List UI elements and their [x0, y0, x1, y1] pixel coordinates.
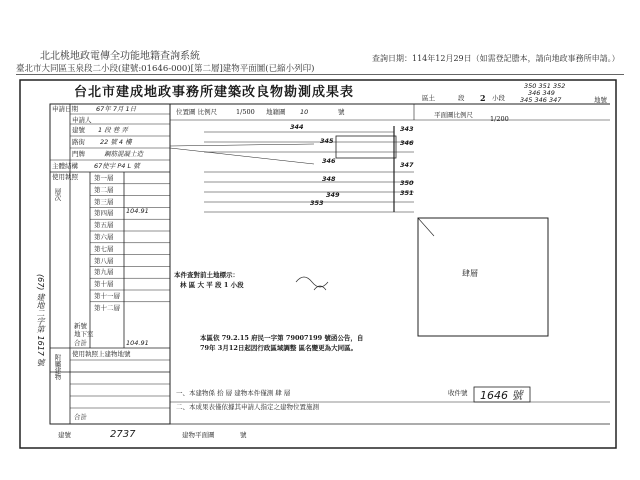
floors-label: 層次: [53, 188, 62, 201]
floor-row-label: 第十一層: [94, 292, 120, 300]
stamp-value: 1646 號: [480, 389, 523, 402]
plan-scale: 1/200: [490, 115, 509, 123]
new-lot-label: 新號: [74, 322, 87, 330]
floor-row-label: 第十二層: [94, 303, 120, 312]
total-value: 104.91: [126, 339, 149, 347]
total-label: 合計: [74, 339, 87, 347]
applicant-number: (67) 建地二字第 1617 號: [36, 274, 45, 367]
floor-row-label: 第三層: [94, 197, 114, 206]
location-scale: 1/500: [236, 108, 255, 116]
district-label: 區土: [422, 94, 435, 102]
lot-number-label: 349: [326, 191, 340, 199]
location-map-label: 地籍圖: [266, 108, 286, 116]
floor-row-label: 第一層: [94, 174, 114, 182]
lot-number-label: 347: [400, 161, 414, 169]
use-value: 67使字 P4 L 號: [94, 162, 140, 170]
lot-number-label: 343: [400, 125, 414, 133]
lot-number-label: 350: [400, 179, 414, 187]
lot-number-label: 351: [400, 189, 414, 197]
floor-row-label: 第八層: [94, 256, 114, 265]
plan-scale-label: 平面圖比例尺: [434, 111, 473, 119]
attached-label: 附屬建物: [53, 354, 62, 380]
header-divider: [16, 74, 624, 75]
section-label: 段: [458, 94, 465, 102]
bottom-plan-label: 建物平面圖: [182, 431, 215, 439]
query-description: 臺北市大同區玉泉段二小段(建號:01646-000)[第二層]建物平面圖(已縮小列印): [16, 64, 315, 74]
location-label: 位置圖 比例尺: [176, 108, 218, 116]
subsection-number: 2: [480, 93, 486, 103]
lot-number-label: 345: [320, 137, 334, 145]
land-note-body: 林 區 大 平 段 1 小段: [180, 281, 244, 289]
lot-numbers-bottom: 345 346 347: [520, 96, 562, 104]
floor-row-label: 第六層: [94, 233, 114, 241]
plan-floor-label: 肆層: [462, 269, 478, 278]
query-date: 查詢日期：114年12月29日（如需登記謄本，請向地政事務所申請。）: [372, 54, 620, 63]
land-note-title: 本件查對前土地標示：: [174, 271, 239, 279]
floor-row-label: 第九層: [94, 268, 114, 277]
lot-suffix: 地號: [594, 96, 607, 104]
road-value: 1 段 巷 弄: [98, 126, 128, 134]
lot-number-label: 353: [310, 199, 324, 207]
form-title: 台北市建成地政事務所建築改良物勘測成果表: [74, 85, 355, 100]
note-main: 本區依 79.2.15 府民一字第 79007199 號函公告，自79年 3月12日起因行政區域調整 區名變更為大同區。: [200, 334, 364, 352]
structure-label: 主體結構: [52, 162, 78, 170]
road-label: 路街: [72, 138, 85, 146]
applicant-label: 申請人: [72, 116, 92, 124]
attached-total-label: 合計: [74, 413, 87, 421]
floor-row-label: 第五層: [94, 221, 114, 230]
floor-row-label: 第七層: [94, 244, 114, 253]
door-label: 門牌: [72, 150, 85, 158]
floor-row-label: 第二層: [94, 185, 114, 194]
bottom-lot: 2737: [110, 429, 136, 440]
lot-numbers-mid: 346 349: [528, 89, 555, 97]
adjacent-label: 使用執照上建物地號: [72, 350, 131, 358]
survey-sheet: [14, 78, 626, 454]
door-value: 22 號 4 樓: [100, 138, 132, 146]
note-1: 一、本建物係 拾 層 建物本件僅測 肆 層: [176, 389, 291, 397]
location-map-no: 10: [300, 108, 309, 116]
lot-numbers-top: 350 351 352: [524, 82, 566, 90]
area-value: 104.91: [126, 207, 149, 215]
lot-label: 建號: [72, 126, 85, 134]
lot-number-label: 348: [322, 175, 336, 183]
note-2: 二、本成果表僅依據其申請人指定之建物位置施測: [176, 403, 319, 411]
location-map-suffix: 號: [338, 108, 345, 116]
apply-date-label: 申請日期: [52, 105, 78, 113]
bottom-lot-label: 建號: [58, 431, 71, 439]
lot-number-label: 346: [322, 157, 336, 165]
system-title: 北北桃地政電傳全功能地籍查詢系統: [40, 51, 200, 62]
floor-row-label: 第十層: [94, 280, 114, 289]
structure-value: 鋼筋混凝土造: [104, 150, 143, 158]
basement-label: 地下室: [74, 330, 94, 338]
subsection-label: 小段: [492, 94, 505, 102]
use-label: 使用執照: [52, 173, 78, 181]
stamp-label: 收件號: [448, 389, 468, 397]
apply-date: 67年 7月 1日: [96, 105, 137, 113]
lot-number-label: 346: [400, 139, 414, 147]
bottom-no-label: 號: [240, 431, 247, 439]
floor-row-label: 第四層: [94, 209, 114, 218]
lot-number-label: 344: [290, 123, 304, 131]
sheet-lines: [14, 78, 626, 454]
